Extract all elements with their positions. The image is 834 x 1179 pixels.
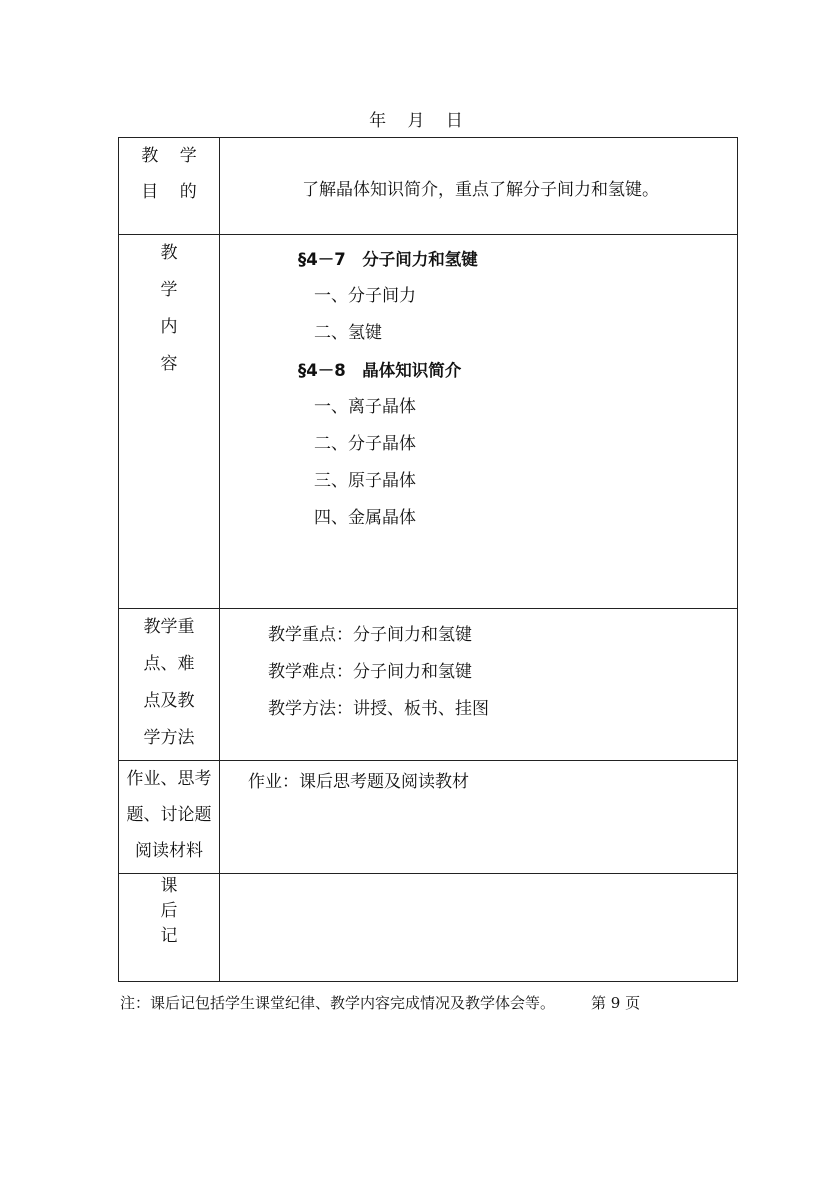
date-month: 月 (407, 111, 427, 131)
homework-label: 作业、思考 题、讨论题 阅读材料 (119, 761, 220, 874)
goal-text: 了解晶体知识简介，重点了解分子间力和氢键。 (302, 180, 659, 200)
lesson-plan-table (118, 137, 738, 982)
key-point-emphasis: 教学重点：分子间力和氢键 (268, 625, 472, 645)
date-day: 日 (445, 111, 465, 131)
list-item: 一、分子间力 (314, 286, 416, 306)
footnote (120, 992, 640, 1013)
key-point-difficulty: 教学难点：分子间力和氢键 (268, 662, 472, 682)
list-item: 四、金属晶体 (314, 508, 416, 528)
after-class-cell (220, 874, 738, 982)
key-points-label: 教学重 点、难 点及教 学方法 (119, 609, 220, 761)
content-row (119, 235, 738, 609)
goal-label: 教 学 目 的 (119, 138, 220, 235)
content-list (220, 235, 737, 537)
list-item: 二、氢键 (314, 323, 382, 343)
page-number: 第 9 页 (591, 994, 641, 1012)
key-points-row (119, 609, 738, 761)
date-line (0, 106, 834, 131)
homework-cell (220, 761, 738, 874)
key-points-list (220, 609, 737, 728)
footnote-text: 注：课后记包括学生课堂纪律、教学内容完成情况及教学体会等。 (120, 994, 556, 1012)
date-year: 年 (369, 111, 389, 131)
list-item: 三、原子晶体 (314, 471, 416, 491)
goal-cell (220, 138, 738, 235)
goal-row (119, 138, 738, 235)
homework-text: 作业：课后思考题及阅读教材 (248, 772, 469, 792)
content-label: 教 学 内 容 (119, 235, 220, 609)
section-heading: §4－7 分子间力和氢键 (298, 250, 478, 269)
key-points-cell (220, 609, 738, 761)
key-point-method: 教学方法：讲授、板书、挂图 (268, 699, 489, 719)
list-item: 一、离子晶体 (314, 397, 416, 417)
section-heading: §4－8 晶体知识简介 (298, 361, 462, 380)
after-class-row (119, 874, 738, 982)
homework-row (119, 761, 738, 874)
list-item: 二、分子晶体 (314, 434, 416, 454)
content-cell (220, 235, 738, 609)
after-class-label: 课 后 记 (119, 874, 220, 982)
